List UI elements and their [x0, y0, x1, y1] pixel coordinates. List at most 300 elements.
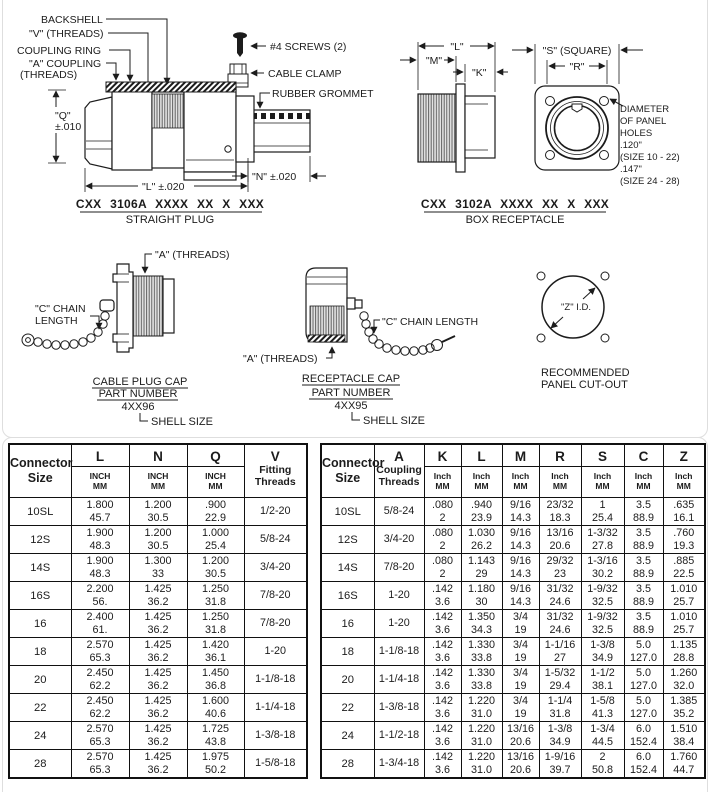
value-line: 29/32: [546, 555, 574, 567]
a-coupling-label-2: (THREADS): [20, 69, 78, 81]
value-cell: [244, 582, 307, 610]
value-cell: [374, 750, 424, 779]
value-line: 1.420: [201, 639, 230, 651]
value-cell: [71, 554, 129, 582]
panel-note-line: HOLES: [620, 128, 653, 139]
table-row: [321, 750, 705, 779]
connector-size-header-line: Size: [335, 471, 361, 485]
value-cell: [581, 498, 624, 526]
value-line: 2: [599, 751, 606, 763]
value-line: 14.3: [509, 539, 531, 552]
value-line: 1-1/4: [547, 695, 573, 707]
value-line: 2.200: [86, 583, 114, 595]
plug-cap-part-number: 4XX96: [121, 401, 155, 413]
col-letter: Q: [188, 445, 244, 467]
value-cell: [244, 750, 307, 779]
value-line: 31/32: [546, 583, 574, 595]
value-line: 28.8: [673, 651, 695, 664]
col-header-line: Threads: [378, 476, 420, 488]
value-cell: [244, 638, 307, 666]
col-unit-label: Inch: [472, 471, 491, 481]
value-line: 65.3: [89, 763, 111, 776]
value-line: 32.5: [591, 595, 613, 608]
straight-plug-diagram: [0, 0, 374, 230]
value-cell: [71, 526, 129, 554]
value-line: 1-3/32: [587, 527, 618, 539]
value-cell: [187, 498, 244, 526]
value-cell: [663, 666, 705, 694]
connector-size-cell: 10SL: [321, 498, 374, 526]
rubber-grommet-leader: [260, 93, 270, 108]
col-unit-label: Inch: [433, 471, 452, 481]
coupling-ring-leader: [109, 50, 130, 81]
value-cell: [502, 722, 539, 750]
value-line: 14.3: [509, 567, 531, 580]
value-line: .940: [470, 499, 492, 511]
value-line: 1.200: [144, 499, 172, 511]
value-cell: [581, 610, 624, 638]
value-line: 31.8: [204, 595, 226, 608]
value-line: 30.5: [147, 539, 169, 552]
value-cell: [374, 666, 424, 694]
value-cell: [461, 582, 502, 610]
connector-size-cell: 18: [321, 638, 374, 666]
backshell-label: BACKSHELL: [41, 14, 103, 26]
value-cell: [624, 666, 663, 694]
value-line: 40.6: [204, 707, 226, 720]
value-cell: [663, 526, 705, 554]
value-cell: [129, 750, 187, 779]
connector-size-cell: 12S: [321, 526, 374, 554]
value-line: 88.9: [632, 511, 654, 524]
value-line: 1.900: [86, 527, 114, 539]
value-line: 1.425: [144, 583, 172, 595]
receptacle-r-label: "R": [569, 61, 585, 73]
receptacle-dimensions-table: [320, 443, 706, 779]
table-row: [9, 638, 307, 666]
receptacle-cap-c-chain-label: "C" CHAIN LENGTH: [382, 316, 479, 328]
panel-note-line: .120": [620, 140, 642, 151]
value-cell: [187, 694, 244, 722]
value-line: 27: [553, 651, 566, 664]
value-line: 152.4: [629, 763, 658, 776]
value-cell: [187, 554, 244, 582]
value-line: 1.010: [670, 611, 698, 623]
receptacle-m-label: "M": [425, 55, 443, 67]
value-line: 5.0: [635, 695, 651, 707]
value-line: 25.7: [673, 595, 695, 608]
connector-size-cell: 22: [321, 694, 374, 722]
value-line: 62.2: [89, 707, 111, 720]
value-cell: [461, 666, 502, 694]
receptacle-cap-a-threads-label: "A" (THREADS): [243, 353, 318, 365]
col-header-M: [502, 444, 539, 498]
value-cell: [71, 666, 129, 694]
value-cell: [461, 750, 502, 779]
value-line: 30.5: [204, 567, 226, 580]
value-cell: [374, 582, 424, 610]
value-cell: [129, 610, 187, 638]
value-line: 1-1/8-18: [378, 645, 420, 657]
value-line: 1-9/16: [544, 751, 576, 763]
value-cell: [624, 694, 663, 722]
value-cell: [129, 694, 187, 722]
q-tol-label: ±.010: [55, 121, 82, 133]
value-cell: [461, 554, 502, 582]
value-cell: [539, 498, 581, 526]
value-line: .900: [204, 499, 226, 511]
value-line: 3/4: [512, 611, 528, 623]
value-cell: [502, 498, 539, 526]
value-cell: [374, 694, 424, 722]
q-label: "Q": [55, 110, 71, 122]
connector-size-cell: 10SL: [9, 498, 71, 526]
value-line: 30.2: [591, 567, 613, 580]
value-cell: [71, 750, 129, 779]
col-unit-label: MM: [208, 481, 223, 491]
receptacle-cap-c-chain-leader: [374, 320, 380, 333]
col-unit-label: Inch: [593, 471, 612, 481]
value-line: 1/2-20: [259, 505, 291, 517]
value-line: 1.450: [201, 667, 230, 679]
plug-cap-caption: CABLE PLUG CAP: [92, 376, 188, 388]
connector-size-cell: 18: [9, 638, 71, 666]
n-dim-label: "N" ±.020: [252, 171, 297, 183]
panel-note-line: OF PANEL: [620, 116, 667, 127]
value-line: 1.220: [467, 695, 496, 707]
value-line: 1-5/32: [544, 667, 576, 679]
value-line: 1-20: [264, 645, 287, 657]
value-cell: [424, 638, 461, 666]
value-line: 2.570: [86, 639, 114, 651]
value-cell: [461, 694, 502, 722]
value-cell: [424, 610, 461, 638]
value-cell: [663, 554, 705, 582]
value-cell: [581, 722, 624, 750]
value-line: 2.450: [86, 695, 114, 707]
panel-note-line: (SIZE 10 - 22): [620, 152, 680, 163]
value-cell: [539, 638, 581, 666]
value-line: 50.2: [204, 763, 226, 776]
plug-caption: STRAIGHT PLUG: [125, 214, 215, 226]
col-unit-label: Inch: [511, 471, 530, 481]
panel-cutout-caption-1: RECOMMENDED: [541, 367, 630, 379]
value-line: .635: [673, 499, 695, 511]
value-line: .142: [431, 667, 453, 679]
value-cell: [71, 722, 129, 750]
value-line: 30: [475, 595, 488, 608]
value-line: 14.3: [509, 511, 531, 524]
table-row: [9, 750, 307, 779]
q-dimension: [48, 90, 81, 163]
value-line: 13/16: [506, 723, 535, 735]
value-cell: [71, 638, 129, 666]
value-line: 31.8: [549, 707, 571, 720]
connector-size-header-line: Size: [27, 471, 53, 485]
value-line: 1-1/4-18: [255, 701, 296, 713]
value-line: 1: [599, 499, 606, 511]
value-cell: [502, 666, 539, 694]
value-cell: [187, 666, 244, 694]
value-cell: [244, 722, 307, 750]
value-line: 3/4: [512, 639, 528, 651]
value-line: .142: [431, 583, 453, 595]
value-line: 22.5: [673, 567, 695, 580]
value-cell: [502, 582, 539, 610]
table-row: [9, 722, 307, 750]
value-line: 1-3/4-18: [378, 757, 420, 769]
panel-note-line: .147": [620, 164, 642, 175]
value-line: 41.3: [591, 707, 613, 720]
value-line: 6.0: [635, 723, 651, 735]
table-row: [9, 694, 307, 722]
value-line: 3/4: [512, 667, 528, 679]
value-line: 62.2: [89, 679, 111, 692]
connector-size-cell: 16: [321, 610, 374, 638]
value-line: 9/16: [509, 583, 531, 595]
value-cell: [424, 582, 461, 610]
col-header-S: [581, 444, 624, 498]
value-line: 31.8: [204, 623, 226, 636]
a-coupling-leader: [106, 63, 116, 80]
plug-cap-a-threads-leader: [145, 254, 152, 273]
value-line: 50.8: [591, 763, 613, 776]
value-line: 45.7: [89, 511, 111, 524]
col-letter: C: [625, 445, 663, 467]
col-header-K: [424, 444, 461, 498]
value-line: 2.400: [86, 611, 114, 623]
value-line: 20.6: [509, 735, 531, 748]
l-dim-label: "L" ±.020: [142, 181, 185, 193]
value-cell: [461, 498, 502, 526]
value-line: 1.510: [670, 723, 698, 735]
value-line: 3.5: [635, 611, 651, 623]
value-cell: [539, 582, 581, 610]
table-row: [321, 498, 705, 526]
panel-cutout-caption-2: PANEL CUT-OUT: [541, 379, 628, 391]
value-line: 34.9: [549, 735, 571, 748]
value-line: 3.5: [635, 555, 651, 567]
value-line: 1-1/2: [590, 667, 615, 679]
table-row: [321, 582, 705, 610]
value-line: 1.330: [467, 639, 496, 651]
value-cell: [244, 694, 307, 722]
value-line: .142: [431, 751, 453, 763]
connector-size-header-line: Connector: [10, 456, 73, 470]
value-line: 3.6: [434, 679, 450, 692]
plug-cap-shell-size-bracket: [140, 413, 148, 421]
receptacle-cap-caption: RECEPTACLE CAP: [301, 373, 401, 385]
value-line: 1.350: [467, 611, 496, 623]
value-line: 2.450: [86, 667, 114, 679]
value-line: 1-20: [388, 617, 410, 629]
value-cell: [461, 526, 502, 554]
value-line: .760: [673, 527, 695, 539]
value-cell: [187, 526, 244, 554]
value-cell: [663, 722, 705, 750]
col-letter: S: [582, 445, 624, 467]
value-line: 31.0: [470, 735, 492, 748]
col-header-Z: [663, 444, 705, 498]
receptacle-cap-part-number: 4XX95: [334, 400, 368, 412]
receptacle-k-dimension: [453, 64, 508, 82]
table-row: [321, 722, 705, 750]
value-line: 88.9: [632, 623, 654, 636]
col-unit-label: MM: [474, 481, 489, 491]
value-line: 33: [151, 567, 164, 580]
value-line: 36.1: [204, 651, 226, 664]
value-line: 39.7: [549, 763, 571, 776]
plug-cap-c-chain-label-2: LENGTH: [35, 315, 78, 327]
table-row: [9, 582, 307, 610]
value-cell: [624, 498, 663, 526]
value-line: 1.200: [144, 527, 172, 539]
value-line: 65.3: [89, 735, 111, 748]
col-header-R: [539, 444, 581, 498]
receptacle-m-dimension: [400, 55, 456, 82]
value-cell: [581, 666, 624, 694]
value-cell: [539, 694, 581, 722]
col-unit-label: Inch: [675, 471, 693, 481]
value-line: .142: [431, 639, 453, 651]
value-cell: [539, 610, 581, 638]
value-cell: [663, 694, 705, 722]
value-line: 2: [439, 539, 446, 552]
value-line: 19: [514, 707, 527, 720]
table-row: [321, 694, 705, 722]
connector-size-cell: 14S: [9, 554, 71, 582]
value-line: 9/16: [509, 499, 531, 511]
value-line: 1-1/2-18: [378, 729, 420, 741]
col-header-A: [374, 444, 424, 498]
value-cell: [424, 526, 461, 554]
value-cell: [424, 498, 461, 526]
value-line: 1-3/4: [590, 723, 615, 735]
value-cell: [374, 554, 424, 582]
value-line: 2: [439, 511, 446, 524]
value-cell: [187, 582, 244, 610]
value-cell: [187, 638, 244, 666]
value-cell: [502, 750, 539, 779]
value-cell: [244, 554, 307, 582]
value-line: 5.0: [635, 639, 651, 651]
value-line: 1.725: [201, 723, 230, 735]
value-cell: [663, 750, 705, 779]
value-cell: [129, 526, 187, 554]
value-line: 35.2: [673, 707, 695, 720]
receptacle-cap-drawing: [306, 268, 455, 355]
v-threads-label: "V" (THREADS): [29, 28, 104, 40]
value-cell: [663, 582, 705, 610]
value-cell: [129, 666, 187, 694]
value-line: 1-20: [388, 589, 410, 601]
receptacle-cap-shell-size-bracket: [352, 412, 360, 420]
value-cell: [424, 722, 461, 750]
value-cell: [663, 638, 705, 666]
receptacle-r-dimension: [547, 60, 607, 84]
value-line: 1.220: [467, 751, 496, 763]
value-line: 127.0: [629, 651, 658, 664]
value-line: 1.300: [144, 555, 172, 567]
value-line: 1-5/8: [590, 695, 615, 707]
value-cell: [374, 610, 424, 638]
col-unit-label: Inch: [634, 471, 653, 481]
value-line: 1.425: [144, 723, 172, 735]
value-line: 1.000: [201, 527, 230, 539]
value-line: 23: [553, 567, 566, 580]
value-cell: [461, 610, 502, 638]
value-cell: [581, 582, 624, 610]
receptacle-cap-a-threads-leader: [326, 347, 332, 358]
value-line: 1-3/8: [547, 723, 573, 735]
table-row: [9, 666, 307, 694]
value-line: 36.2: [147, 623, 169, 636]
value-cell: [581, 554, 624, 582]
value-line: 1-1/4-18: [378, 673, 420, 685]
value-line: 44.5: [591, 735, 613, 748]
value-line: 1-3/8: [590, 639, 615, 651]
col-unit-label: MM: [92, 481, 108, 491]
value-cell: [461, 638, 502, 666]
value-line: 1.900: [86, 555, 114, 567]
value-cell: [71, 498, 129, 526]
connector-size-cell: 16S: [321, 582, 374, 610]
value-line: 36.2: [147, 651, 169, 664]
receptacle-caption: BOX RECEPTACLE: [465, 214, 565, 226]
connector-size-cell: 24: [9, 722, 71, 750]
value-line: 32.5: [591, 623, 613, 636]
value-line: 56.: [92, 595, 108, 608]
value-line: 3.6: [434, 707, 450, 720]
value-line: 1.030: [467, 527, 496, 539]
value-line: 1.250: [201, 583, 230, 595]
table-row: [321, 638, 705, 666]
receptacle-part-number: CXX 3102A XXXX XX X XXX: [420, 197, 610, 211]
value-line: .080: [431, 527, 453, 539]
value-cell: [624, 582, 663, 610]
value-cell: [424, 750, 461, 779]
col-unit-label: MM: [513, 481, 528, 491]
value-cell: [539, 750, 581, 779]
value-line: 3.5: [635, 527, 651, 539]
col-unit-label: MM: [150, 481, 166, 491]
value-cell: [502, 526, 539, 554]
col-unit-label: MM: [435, 481, 450, 491]
col-unit-label: MM: [552, 481, 568, 491]
value-line: 31/32: [546, 611, 574, 623]
receptacle-s-label: "S" (SQUARE): [542, 45, 612, 57]
col-header-Q: [187, 444, 244, 498]
connector-size-header-line: Connector: [322, 456, 385, 470]
col-header-line: Coupling: [376, 464, 422, 476]
caps-and-cutout-diagram: [0, 230, 710, 440]
a-coupling-label-1: "A" COUPLING: [29, 58, 102, 70]
value-cell: [129, 722, 187, 750]
value-line: 2: [439, 567, 446, 580]
z-id-label: "Z" I.D.: [561, 302, 591, 313]
col-letter: Z: [664, 445, 705, 467]
plug-cap-c-chain-label-1: "C" CHAIN: [35, 303, 86, 315]
value-line: 43.8: [204, 735, 226, 748]
value-cell: [539, 722, 581, 750]
value-cell: [624, 554, 663, 582]
value-line: 19: [514, 623, 527, 636]
value-cell: [624, 722, 663, 750]
value-cell: [624, 750, 663, 779]
value-line: 18.3: [549, 511, 571, 524]
value-line: 19: [514, 679, 527, 692]
cable-clamp-label: CABLE CLAMP: [268, 68, 342, 80]
